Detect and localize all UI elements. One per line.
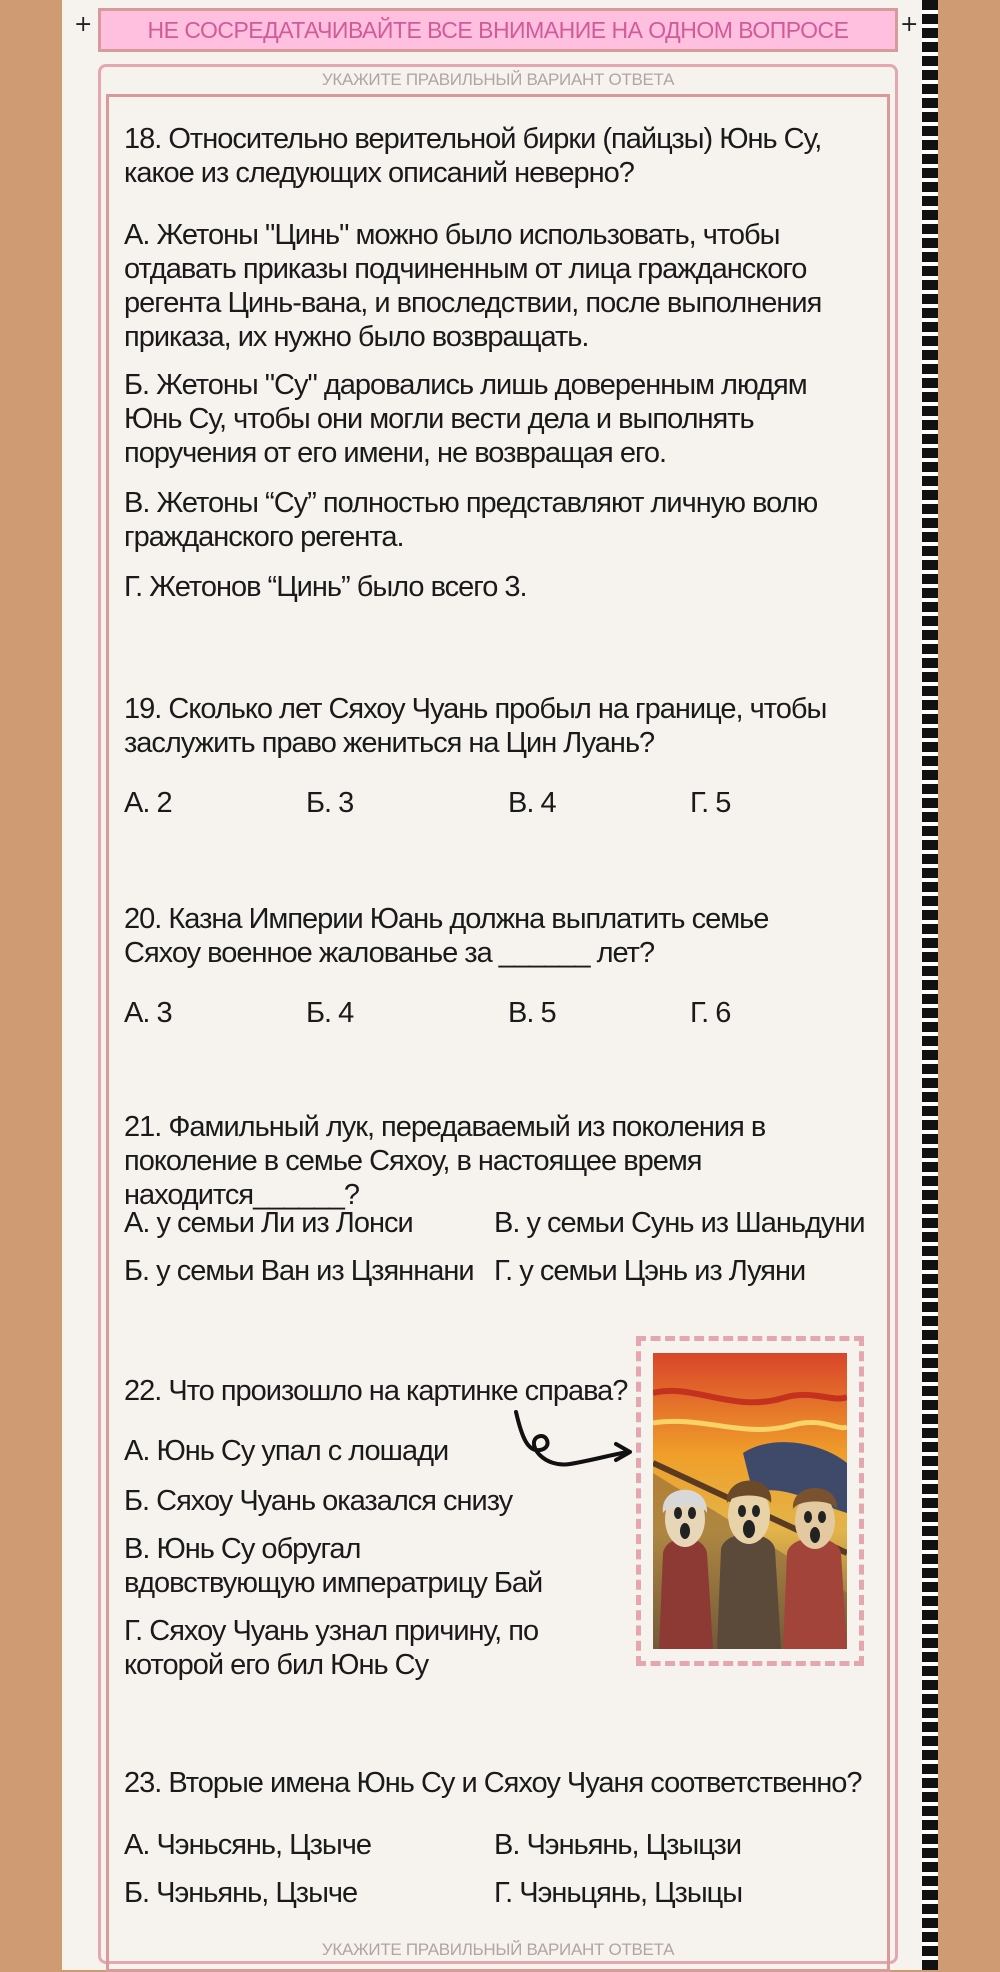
q19-option-a[interactable]: А. 2	[124, 787, 172, 819]
q18-option-d[interactable]: Г. Жетонов “Цинь” было всего 3.	[124, 571, 527, 603]
q23-option-a[interactable]: А. Чэньсянь, Цзыче	[124, 1829, 371, 1861]
question-21: 21. Фамильный лук, передаваемый из поколения в поколение в семье Сяхоу, в настоящее время находится______?	[124, 1111, 766, 1211]
q21-option-a[interactable]: А. у семьи Ли из Лонси	[124, 1207, 413, 1239]
q19-option-c[interactable]: В. 4	[508, 787, 556, 819]
q18-option-b[interactable]: Б. Жетоны "Су" даровались лишь доверенным людям Юнь Су, чтобы они могли вести дела и выполнять поручения от его имени, не возвращая его.	[124, 369, 807, 469]
q20-option-c[interactable]: В. 5	[508, 997, 556, 1029]
instruction-bottom: УКАЖИТЕ ПРАВИЛЬНЫЙ ВАРИАНТ ОТВЕТА	[321, 1940, 675, 1959]
q22-option-a[interactable]: А. Юнь Су упал с лошади	[124, 1435, 449, 1467]
instruction-top: УКАЖИТЕ ПРАВИЛЬНЫЙ ВАРИАНТ ОТВЕТА	[321, 70, 675, 89]
question-22: 22. Что произошло на картинке справа?	[124, 1375, 628, 1407]
scream-parody-picture	[653, 1353, 847, 1649]
q22-option-c[interactable]: В. Юнь Су обругал вдовствующую императрицу Бай	[124, 1533, 543, 1599]
q20-option-b[interactable]: Б. 4	[306, 997, 354, 1029]
scream-painting-icon	[653, 1353, 847, 1649]
question-19: 19. Сколько лет Сяхоу Чуань пробыл на границе, чтобы заслужить право жениться на Цин Луань?	[124, 693, 827, 759]
question-18: 18. Относительно верительной бирки (пайцзы) Юнь Су, какое из следующих описаний неверно?	[124, 123, 822, 189]
q18-option-c[interactable]: В. Жетоны “Су” полностью представляют личную волю гражданского регента.	[124, 487, 818, 553]
q20-option-d[interactable]: Г. 6	[690, 997, 731, 1029]
question-23: 23. Вторые имена Юнь Су и Сяхоу Чуаня соответственно?	[124, 1767, 862, 1799]
q22-option-d[interactable]: Г. Сяхоу Чуань узнал причину, по которой его бил Юнь Су	[124, 1615, 539, 1681]
q20-option-a[interactable]: А. 3	[124, 997, 172, 1029]
curved-arrow-icon	[510, 1408, 640, 1478]
q22-option-b[interactable]: Б. Сяхоу Чуань оказался снизу	[124, 1485, 513, 1517]
question-20: 20. Казна Империи Юань должна выплатить семье Сяхоу военное жалованье за ______ лет?	[124, 903, 769, 969]
picture-frame	[636, 1336, 864, 1666]
q21-option-d[interactable]: Г. у семьи Цэнь из Луяни	[494, 1255, 806, 1287]
q18-option-a[interactable]: А. Жетоны "Цинь" можно было использовать, чтобы отдавать приказы подчиненным от лица гражданского регента Цинь-вана, и впоследствии, после выполнения приказа, их нужно было возвращать.	[124, 219, 822, 353]
q21-option-b[interactable]: Б. у семьи Ван из Цзяннани	[124, 1255, 474, 1287]
q23-option-d[interactable]: Г. Чэньцянь, Цзыцы	[494, 1877, 743, 1909]
q23-option-b[interactable]: Б. Чэньянь, Цзыче	[124, 1877, 358, 1909]
q19-option-b[interactable]: Б. 3	[306, 787, 354, 819]
plus-mark-right: +	[900, 12, 919, 37]
q19-option-d[interactable]: Г. 5	[690, 787, 731, 819]
header-banner: НЕ СОСРЕДАТАЧИВАЙТЕ ВСЕ ВНИМАНИЕ НА ОДНОМ ВОПРОСЕ	[98, 8, 898, 52]
plus-mark-left: +	[74, 12, 93, 37]
q23-option-c[interactable]: В. Чэньянь, Цзыцзи	[494, 1829, 742, 1861]
q21-option-c[interactable]: В. у семьи Сунь из Шаньдуни	[494, 1207, 865, 1239]
spiral-binding	[922, 0, 938, 1970]
